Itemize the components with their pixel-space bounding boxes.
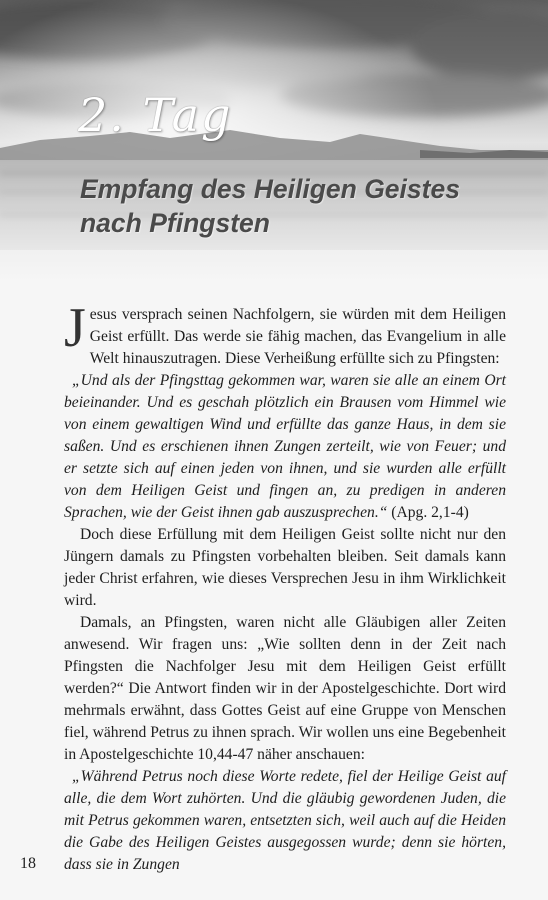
- quote-1-reference: (Apg. 2,1-4): [387, 504, 469, 521]
- paragraph-3: Damals, an Pfingsten, waren nicht alle Gläubigen aller Zeiten anwesend. Wir fragen uns: „Wie sollten denn in der Zeit nach Pfingsten die Nachfolger Jesu mit dem Heiligen Geist erfüllt werden?“ Die Antwort finden wir in der Apostelgeschichte. Dort wird mehrmals erwähnt, dass Gottes Geist auf eine Gruppe von Menschen fiel, während Petrus zu ihnen sprach. Wir wollen uns eine Begebenheit in Apostelgeschichte 10,44-47 näher anschauen:: [64, 614, 506, 763]
- paragraph-2: Doch diese Erfüllung mit dem Heiligen Geist sollte nicht nur den Jüngern damals zu Pfingsten vorbehalten bleiben. Seit damals kann jeder Christ erfahren, wie dieses Versprechen Jesu in ihm Wirklichkeit wird.: [64, 526, 506, 609]
- quote-1-text: „Und als der Pfingsttag gekommen war, waren sie alle an einem Ort beieinander. Und es geschah plötzlich ein Brausen vom Himmel wie von einem gewaltigen Wind und erfüllte das ganze Haus, in dem sie saßen. Und es erschienen ihnen Zungen zerteilt, wie von Feuer; und er setzte sich auf einen jeden von ihnen, und sie wurden alle erfüllt von dem Heiligen Geist und fingen an, zu predigen in anderen Sprachen, wie der Geist ihnen gab auszusprechen.“: [64, 372, 506, 521]
- page-number: 18: [20, 855, 36, 872]
- chapter-title: [80, 172, 520, 240]
- quote-1: [64, 370, 506, 524]
- day-label: 2. Tag: [78, 88, 233, 142]
- paragraph-1: [64, 297, 506, 370]
- paragraph-1-text: esus versprach seinen Nachfolgern, sie würden mit dem Heiligen Geist erfüllt. Das werde sie fähig machen, das Evangelium in alle Welt hinauszutragen. Diese Verheißung erfüllte sich zu Pfingsten:: [89, 306, 506, 367]
- chapter-title-line-1: Empfang des Heiligen Geistes: [80, 174, 460, 204]
- body-text: [64, 297, 506, 876]
- chapter-title-line-2: nach Pfingsten: [80, 208, 270, 238]
- drop-cap: J: [64, 297, 86, 359]
- quote-2: „Während Petrus noch diese Worte redete, fiel der Heilige Geist auf alle, die dem Wort zuhörten. Und die gläubig gewordenen Juden, die mit Petrus gekommen waren, entsetzten sich, weil auch auf die Heiden die Gabe des Heiligen Geistes ausgegossen wurde; denn sie hörten, dass sie in Zungen: [64, 768, 506, 873]
